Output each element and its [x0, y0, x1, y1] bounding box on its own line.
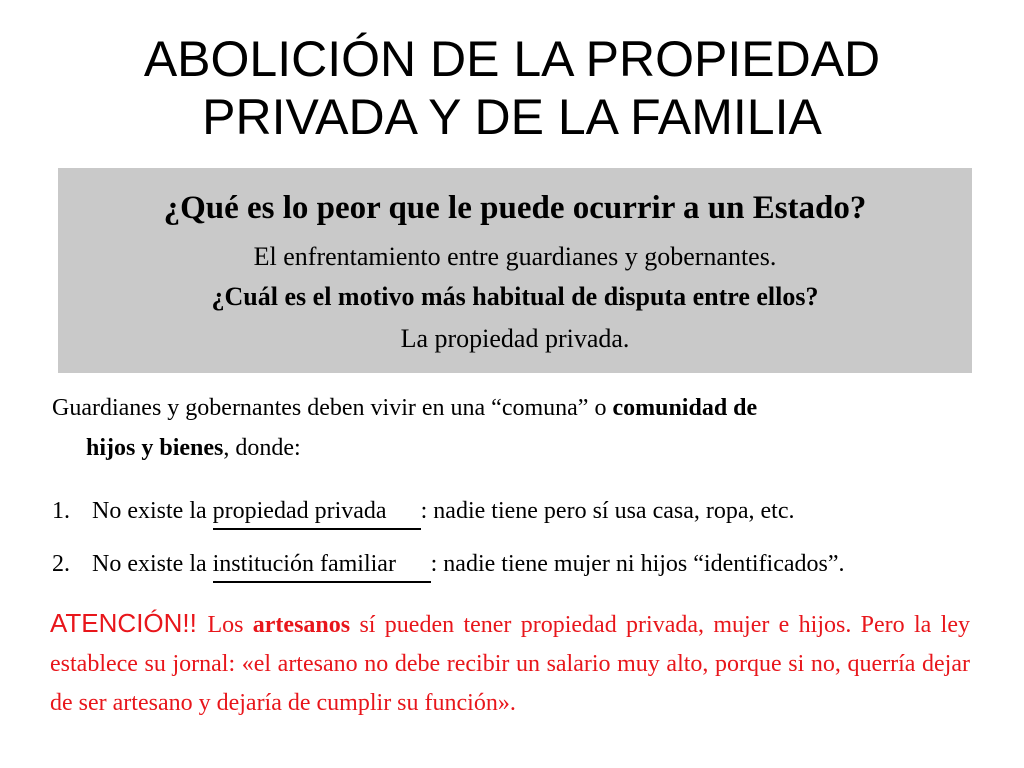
- intro-line-2: [52, 428, 972, 468]
- list-number: 2.: [52, 551, 70, 577]
- list-number: 1.: [52, 498, 70, 524]
- list-text-post: : nadie tiene pero sí usa casa, ropa, etc.: [420, 498, 795, 524]
- list-underlined-term: institución familiar: [213, 549, 431, 583]
- attention-lead: ATENCIÓN!!: [50, 608, 208, 638]
- slide-title-line2: PRIVADA Y DE LA FAMILIA: [202, 89, 822, 145]
- intro-text-1: Guardianes y gobernantes deben vivir en una “comuna” o: [52, 395, 613, 421]
- answer-1: El enfrentamiento entre guardianes y gobernantes.: [253, 242, 777, 271]
- list-item: [52, 496, 982, 530]
- list-underlined-term: propiedad privada: [213, 496, 421, 530]
- slide-title: [0, 30, 1024, 146]
- question-answer-box: [58, 168, 972, 373]
- list-text-post: : nadie tiene mujer ni hijos “identificados”.: [430, 551, 845, 577]
- attention-bold: artesanos: [252, 612, 351, 638]
- list-item: [52, 549, 982, 583]
- slide-title-line1: ABOLICIÓN DE LA PROPIEDAD: [143, 31, 881, 87]
- attention-paragraph: [50, 604, 970, 723]
- list-text-pre: No existe la: [92, 551, 213, 577]
- attention-text-2: sí pueden tener propiedad privada, mujer e hijos. Pero la ley establece su jornal: «el artesano no debe recibir un salario muy alto, porque si no, querría dejar de ser artesano y dejaría de cumplir su función».: [50, 612, 970, 716]
- intro-bold-2: hijos y bienes: [86, 435, 224, 461]
- intro-bold-1: comunidad de: [612, 395, 758, 421]
- question-2: ¿Cuál es el motivo más habitual de disputa entre ellos?: [211, 282, 819, 311]
- list-text-pre: No existe la: [92, 498, 213, 524]
- attention-text-1: Los: [207, 612, 253, 638]
- intro-paragraph: [52, 388, 972, 468]
- intro-text-2: , donde:: [223, 435, 301, 461]
- answer-2: La propiedad privada.: [400, 324, 630, 353]
- question-1: ¿Qué es lo peor que le puede ocurrir a un Estado?: [163, 190, 867, 226]
